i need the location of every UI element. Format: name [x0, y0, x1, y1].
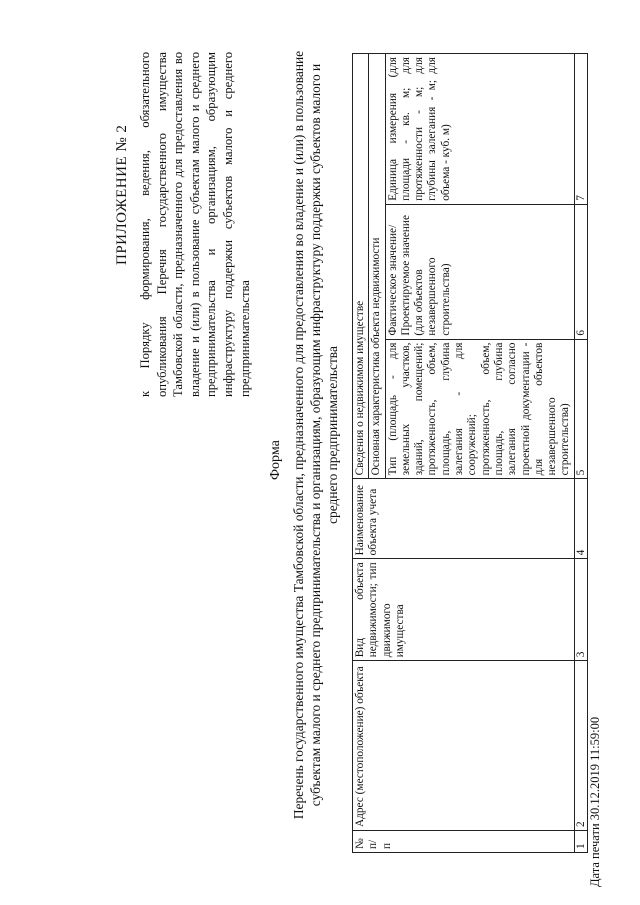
header-property-info: Сведения о недвижимом имуществе	[353, 54, 369, 479]
list-title: Перечень государственного имущества Тамбовской области, предназначенного для предоставления во владение и (или) в пользование субъектам малого и среднего предпринимательства и организациям, образующим инфраструктуру поддержки субъектов малого и среднего предпринимательства	[291, 50, 340, 820]
header-main-characteristic: Основная характеристика объекта недвижимости	[369, 54, 385, 479]
header-number: № п/п	[353, 831, 575, 853]
column-number: 2	[574, 661, 587, 831]
appendix-title: ПРИЛОЖЕНИЕ № 2	[114, 124, 130, 265]
column-number: 5	[574, 339, 587, 479]
header-object-name: Наименование объекта учета	[353, 479, 575, 559]
column-number: 4	[574, 479, 587, 559]
column-number: 3	[574, 559, 587, 661]
header-unit: Единица измерения (для площади - кв. м; для протяженности - м; для глубины залегания - м; для объема - куб. м)	[385, 54, 574, 205]
header-object-type: Вид объекта недвижимости; тип движимого имущества	[353, 559, 575, 661]
column-number: 6	[574, 204, 587, 339]
column-number: 1	[574, 831, 587, 853]
header-actual-value: Фактическое значение/Проектируемое значение (для объектов незавершенного строительства)	[385, 204, 574, 339]
property-table	[352, 53, 588, 853]
form-title: Форма	[268, 440, 283, 480]
print-date: Дата печати 30.12.2019 11:59:00	[588, 716, 602, 887]
header-address: Адрес (местоположение) объекта	[353, 661, 575, 831]
column-number: 7	[574, 54, 587, 205]
appendix-text: к Порядку формирования, ведения, обязательного опубликования Перечня государственного имущества Тамбовской области, предназначенного для предоставления во владение и (или) в пользование субъектам малого и среднего предпринимательства и организациям, образующим инфраструктуру поддержки субъектов малого и среднего предпринимательства	[138, 52, 252, 397]
header-characteristic-type: Тип (площадь - для земельных участков, зданий, помещений; протяженность, объем, площадь, глубина залегания - для сооружений; протяженность, объем, площадь, глубина залегания согласно проектной документации - для объектов незавершенного строительства)	[385, 339, 574, 479]
